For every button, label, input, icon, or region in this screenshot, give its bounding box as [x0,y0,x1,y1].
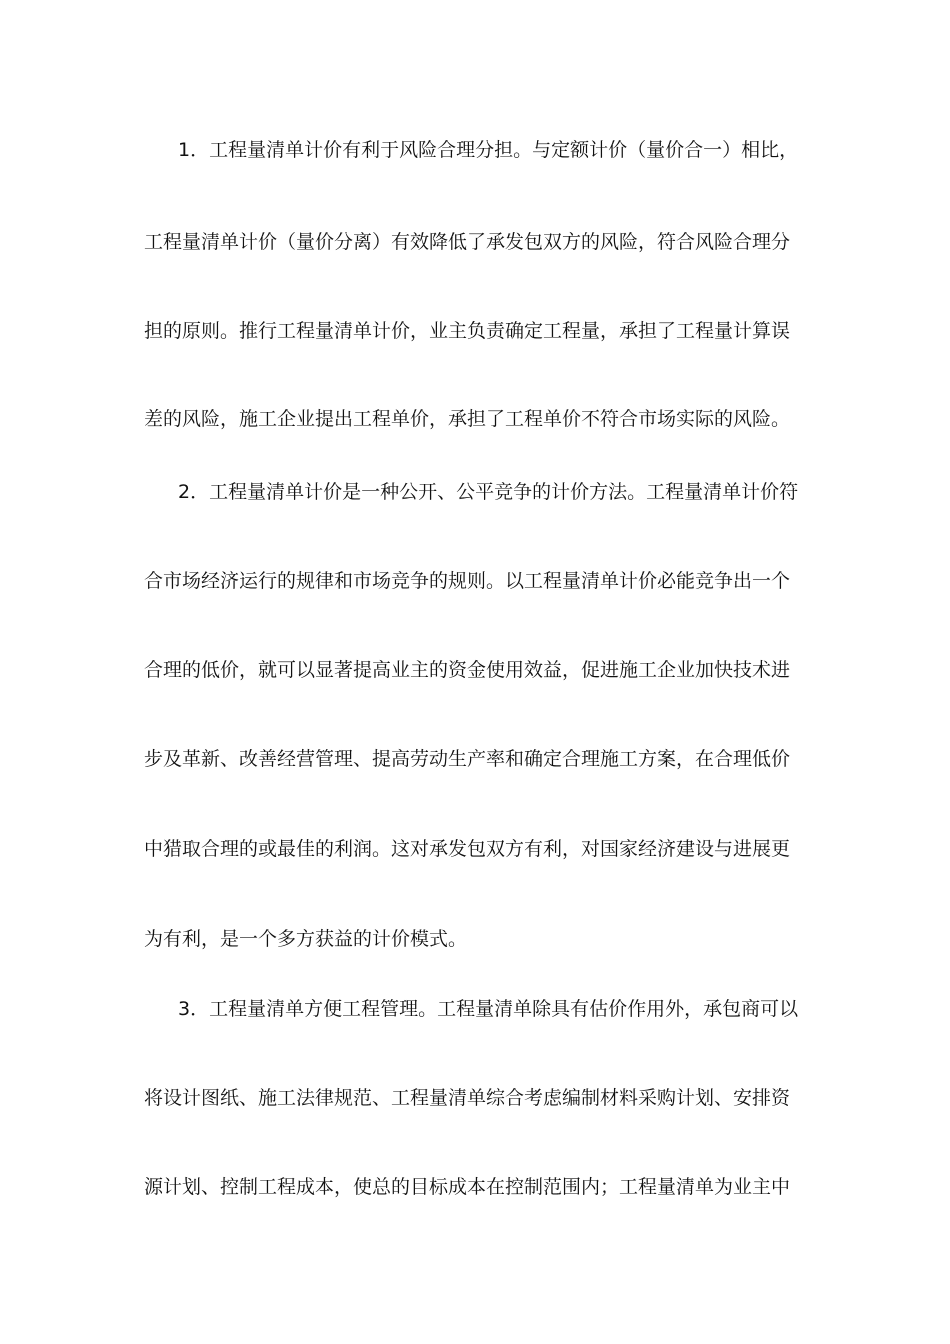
paragraph-1-line-3: 担的原则。推行工程量清单计价，业主负责确定工程量，承担了工程量计算误 [144,320,791,342]
paragraph-3-line-2: 将设计图纸、施工法律规范、工程量清单综合考虑编制材料采购计划、安排资 [144,1087,791,1109]
paragraph-1-line-1: 1．工程量清单计价有利于风险合理分担。与定额计价（量价合一）相比， [178,139,799,161]
paragraph-3-line-1: 3．工程量清单方便工程管理。工程量清单除具有估价作用外，承包商可以 [178,998,799,1020]
paragraph-2-line-1: 2．工程量清单计价是一种公开、公平竞争的计价方法。工程量清单计价符 [178,481,799,503]
paragraph-2-line-3: 合理的低价，就可以显著提高业主的资金使用效益，促进施工企业加快技术进 [144,659,791,681]
paragraph-2-line-6: 为有利，是一个多方获益的计价模式。 [144,928,468,950]
paragraph-1-line-4: 差的风险，施工企业提出工程单价，承担了工程单价不符合市场实际的风险。 [144,408,791,430]
paragraph-2-line-5: 中猎取合理的或最佳的利润。这对承发包双方有利，对国家经济建设与进展更 [144,838,791,860]
paragraph-1-line-2: 工程量清单计价（量价分离）有效降低了承发包双方的风险，符合风险合理分 [144,231,791,253]
paragraph-3-line-3: 源计划、控制工程成本，使总的目标成本在控制范围内；工程量清单为业主中 [144,1176,791,1198]
paragraph-2-line-4: 步及革新、改善经营管理、提高劳动生产率和确定合理施工方案，在合理低价 [144,748,791,770]
paragraph-2-line-2: 合市场经济运行的规律和市场竞争的规则。以工程量清单计价必能竞争出一个 [144,570,791,592]
